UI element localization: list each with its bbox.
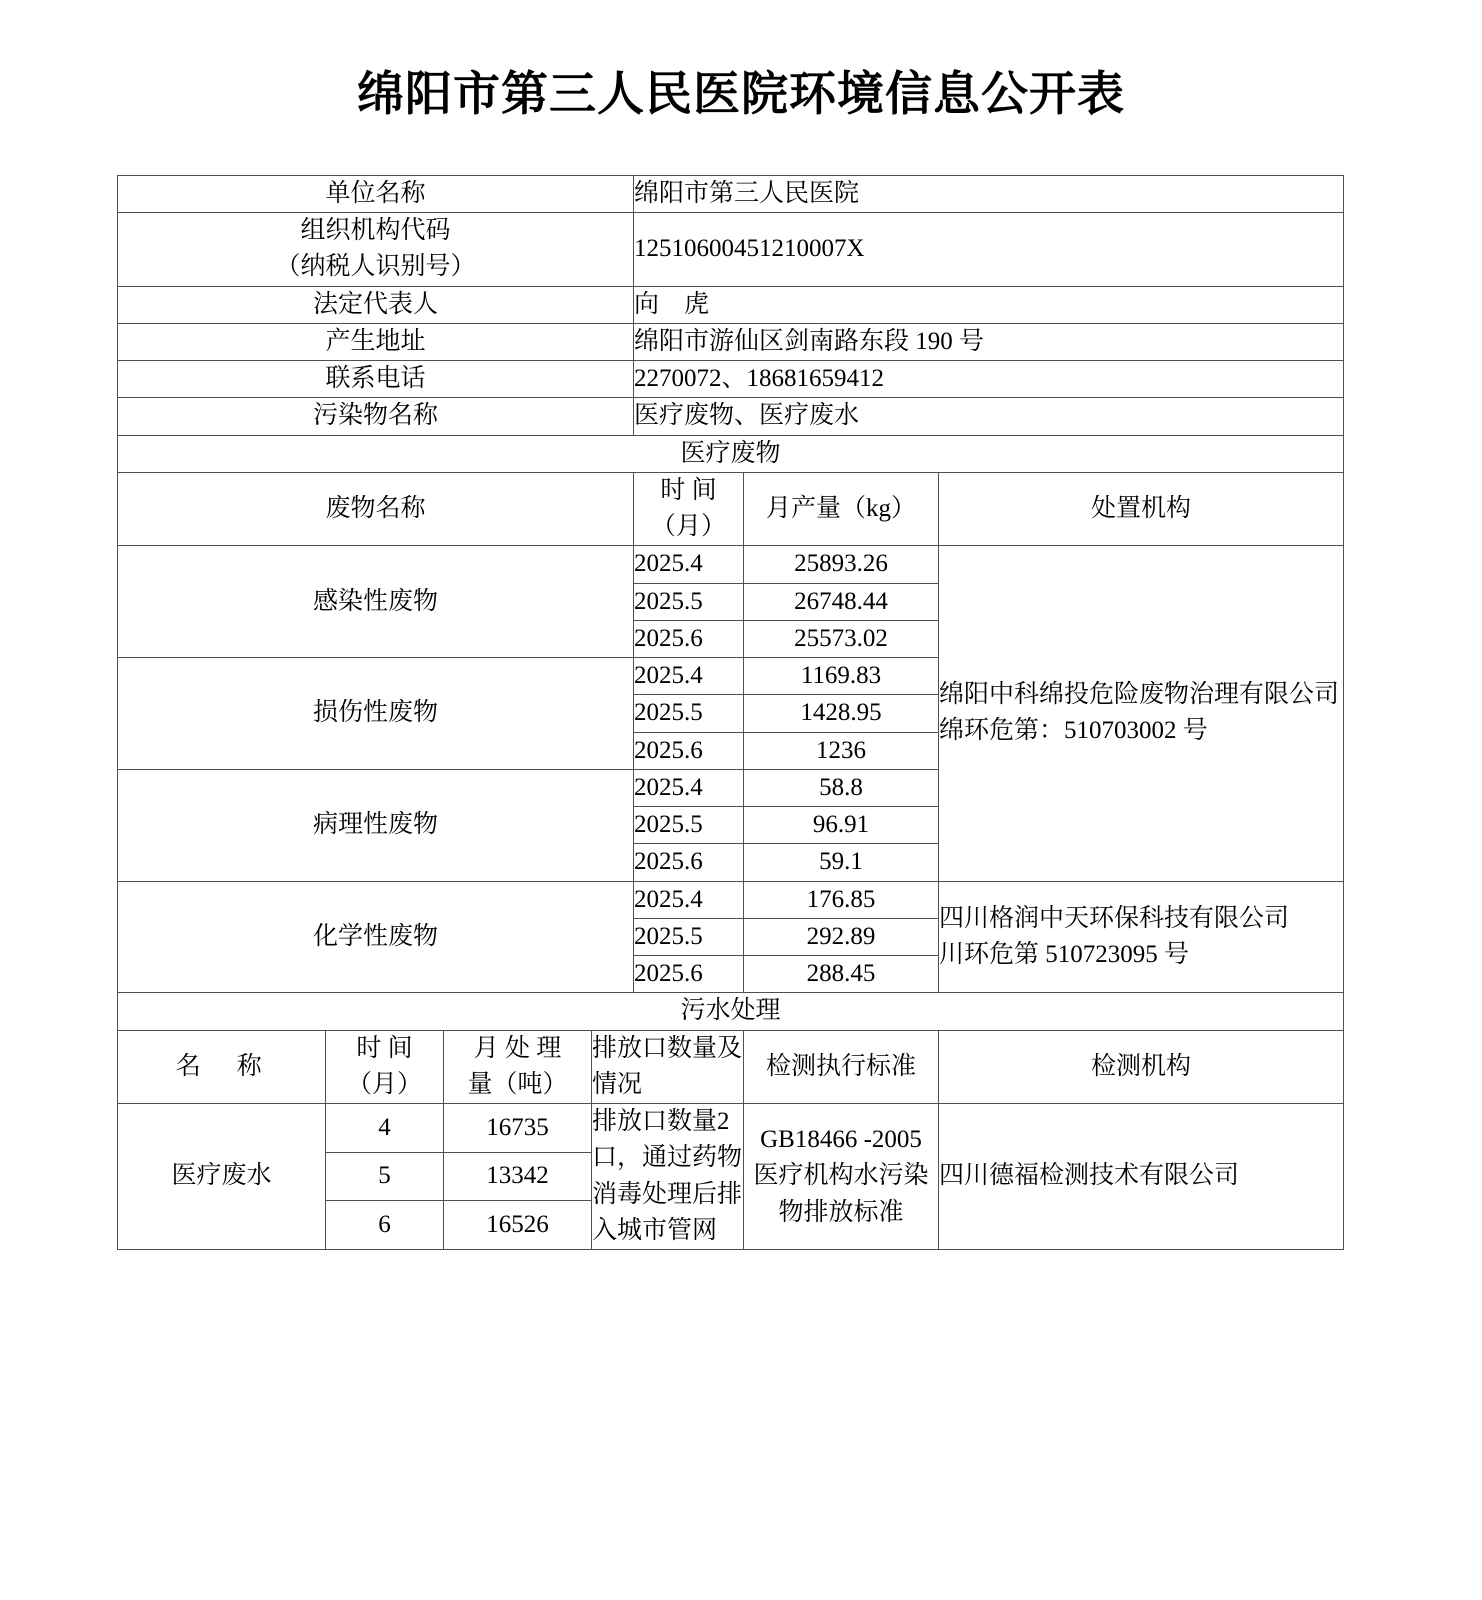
table-row-phone (118, 361, 1344, 398)
wastewater-month: 6 (326, 1201, 444, 1250)
waste-category-infectious: 感染性废物 (118, 546, 634, 658)
value-org-code: 12510600451210007X (634, 213, 1344, 287)
label-address: 产生地址 (118, 323, 634, 360)
waste-amount: 292.89 (744, 918, 939, 955)
label-org-code (118, 213, 634, 287)
wastewater-standard-name: 医疗机构水污染物排放标准 (753, 1162, 929, 1226)
label-pollutant-name: 污染物名称 (118, 398, 634, 435)
table-row-address (118, 323, 1344, 360)
column-header-row-medical-waste (118, 472, 1344, 546)
colheader-ww-name: 名 称 (118, 1030, 326, 1104)
waste-amount: 1169.83 (744, 658, 939, 695)
environmental-disclosure-table (117, 175, 1344, 1250)
colheader-ww-outlet: 排放口数量及情况 (592, 1030, 744, 1104)
colheader-ww-org: 检测机构 (939, 1030, 1344, 1104)
waste-amount: 176.85 (744, 881, 939, 918)
wastewater-month: 4 (326, 1104, 444, 1153)
label-phone: 联系电话 (118, 361, 634, 398)
wastewater-amount: 13342 (444, 1152, 592, 1201)
colheader-ww-amount-line1: 月 处 理 (473, 1034, 562, 1062)
wastewater-month: 5 (326, 1152, 444, 1201)
page-title: 绵阳市第三人民医院环境信息公开表 (357, 69, 1125, 121)
waste-month: 2025.6 (634, 956, 744, 993)
waste-amount: 26748.44 (744, 583, 939, 620)
wastewater-testing-organization: 四川德福检测技术有限公司 (939, 1104, 1344, 1250)
waste-month: 2025.6 (634, 620, 744, 657)
waste-amount: 59.1 (744, 844, 939, 881)
table-row-org-code (118, 213, 1344, 287)
table-row-wastewater-1 (118, 1104, 1344, 1153)
value-unit-name: 绵阳市第三人民医院 (634, 175, 1344, 212)
waste-amount: 288.45 (744, 956, 939, 993)
colheader-ww-time-line1: 时 间 (356, 1034, 413, 1062)
waste-amount: 96.91 (744, 807, 939, 844)
disposal-org-b-name: 四川格润中天环保科技有限公司 (939, 904, 1290, 932)
waste-month: 2025.5 (634, 695, 744, 732)
disposal-organization-a (939, 546, 1344, 881)
waste-amount: 58.8 (744, 769, 939, 806)
section-header-medical-waste (118, 435, 1344, 472)
disposal-org-b-permit: 川环危第 510723095 号 (939, 940, 1190, 968)
waste-month: 2025.6 (634, 732, 744, 769)
label-org-code-line1: 组织机构代码 (300, 217, 451, 244)
section-title-medical-waste: 医疗废物 (118, 435, 1344, 472)
waste-month: 2025.5 (634, 807, 744, 844)
label-legal-rep: 法定代表人 (118, 286, 634, 323)
value-pollutant-name: 医疗废物、医疗废水 (634, 398, 1344, 435)
disposal-organization-b (939, 881, 1344, 993)
waste-month: 2025.4 (634, 658, 744, 695)
value-address: 绵阳市游仙区剑南路东段 190 号 (634, 323, 1344, 360)
table-row-legal-rep (118, 286, 1344, 323)
wastewater-amount: 16735 (444, 1104, 592, 1153)
table-row-pollutant-name (118, 398, 1344, 435)
colheader-waste-org: 处置机构 (939, 472, 1344, 546)
colheader-ww-standard: 检测执行标准 (744, 1030, 939, 1104)
wastewater-amount: 16526 (444, 1201, 592, 1250)
value-legal-rep: 向 虎 (634, 286, 1344, 323)
waste-amount: 25573.02 (744, 620, 939, 657)
waste-month: 2025.4 (634, 881, 744, 918)
waste-category-sharps: 损伤性废物 (118, 658, 634, 770)
waste-month: 2025.5 (634, 918, 744, 955)
section-header-wastewater (118, 993, 1344, 1030)
table-row-waste-chemical-1 (118, 881, 1344, 918)
table-row-waste-infectious-1 (118, 546, 1344, 583)
section-title-wastewater: 污水处理 (118, 993, 1344, 1030)
colheader-ww-amount-line2: 量（吨） (467, 1070, 568, 1098)
table-row-unit-name (118, 175, 1344, 212)
waste-month: 2025.4 (634, 546, 744, 583)
wastewater-standard-code: GB18466 -2005 (760, 1126, 922, 1154)
colheader-waste-time: 时 间（月） (634, 472, 744, 546)
waste-month: 2025.5 (634, 583, 744, 620)
label-unit-name: 单位名称 (118, 175, 634, 212)
colheader-waste-name: 废物名称 (118, 472, 634, 546)
value-phone: 2270072、18681659412 (634, 361, 1344, 398)
waste-category-chemical: 化学性废物 (118, 881, 634, 993)
label-org-code-line2: （纳税人识别号） (275, 253, 476, 281)
waste-amount: 1428.95 (744, 695, 939, 732)
disposal-org-a-permit: 绵环危第：510703002 号 (939, 717, 1208, 745)
wastewater-standard (744, 1104, 939, 1250)
colheader-ww-amount (444, 1030, 592, 1104)
wastewater-outlet-description: 排放口数量2口，通过药物消毒处理后排入城市管网 (592, 1104, 744, 1250)
waste-amount: 25893.26 (744, 546, 939, 583)
column-header-row-wastewater (118, 1030, 1344, 1104)
colheader-waste-amount: 月产量（kg） (744, 472, 939, 546)
waste-month: 2025.4 (634, 769, 744, 806)
waste-amount: 1236 (744, 732, 939, 769)
wastewater-name: 医疗废水 (118, 1104, 326, 1250)
waste-month: 2025.6 (634, 844, 744, 881)
waste-category-pathological: 病理性废物 (118, 769, 634, 881)
colheader-ww-time-line2: （月） (346, 1070, 422, 1098)
disposal-org-a-name: 绵阳中科绵投危险废物治理有限公司 (939, 681, 1340, 709)
colheader-ww-time (326, 1030, 444, 1104)
